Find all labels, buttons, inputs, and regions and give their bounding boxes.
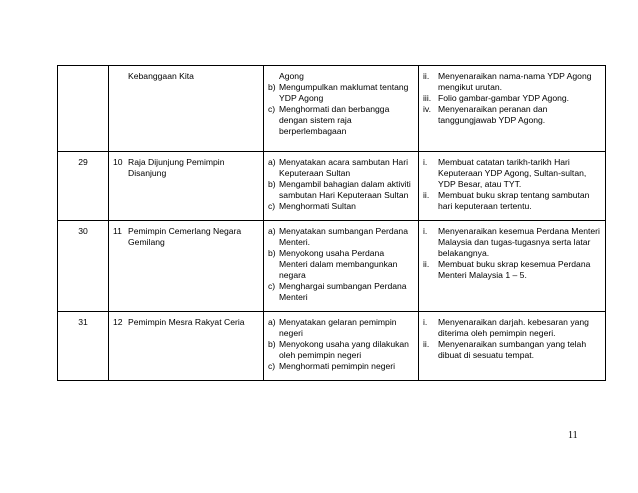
topic-marker: 11 <box>113 226 122 236</box>
activity-item <box>423 190 601 212</box>
week-number-cell <box>58 152 109 221</box>
objective-text: Mengumpulkan maklumat tentang YDP Agong <box>279 82 409 103</box>
activity-text: Membuat catatan tarikh-tarikh Hari Keputeraan YDP Agong, Sultan-sultan, YDP Besar, atau TYT. <box>438 157 587 189</box>
table-row <box>58 312 606 381</box>
objective-text: Agong <box>279 71 304 81</box>
objective-item <box>268 201 414 212</box>
objectives-cell <box>264 152 419 221</box>
topic-line <box>113 317 259 328</box>
objective-marker: b) <box>268 248 276 258</box>
activity-marker: iv. <box>423 104 431 114</box>
lesson-plan-body <box>58 66 606 381</box>
objective-marker: a) <box>268 157 276 167</box>
activity-text: Menyenaraikan peranan dan tanggungjawab YDP Agong. <box>438 104 548 125</box>
week-number-cell <box>58 66 109 152</box>
objective-item <box>268 361 414 372</box>
activity-item <box>423 104 601 126</box>
objective-text: Menyokong usaha yang dilakukan oleh pemimpin negeri <box>279 339 409 360</box>
week-number-cell <box>58 221 109 312</box>
objective-marker: a) <box>268 226 276 236</box>
topic-cell <box>109 66 264 152</box>
activity-item <box>423 157 601 190</box>
objective-item <box>268 248 414 281</box>
week-number: 30 <box>78 226 88 236</box>
activity-marker: ii. <box>423 71 430 81</box>
objective-item <box>268 226 414 248</box>
topic-title: Kebanggaan Kita <box>128 71 194 81</box>
topic-cell <box>109 221 264 312</box>
activity-item <box>423 71 601 93</box>
topic-line <box>113 157 259 179</box>
objective-item <box>268 317 414 339</box>
topic-line <box>113 226 259 248</box>
table-row <box>58 66 606 152</box>
objective-text: Menghormati dan berbangga dengan sistem raja berperlembagaan <box>279 104 390 136</box>
objective-item <box>268 104 414 137</box>
topic-marker: 12 <box>113 317 123 327</box>
week-number: 31 <box>78 317 88 327</box>
activity-item <box>423 339 601 361</box>
activity-item <box>423 259 601 281</box>
objective-text: Menyatakan sumbangan Perdana Menteri. <box>279 226 408 247</box>
objective-text: Menyatakan gelaran pemimpin negeri <box>279 317 397 338</box>
activity-marker: iii. <box>423 93 432 103</box>
activity-text: Menyenaraikan kesemua Perdana Menteri Malaysia dan tugas-tugasnya serta latar belakangnya. <box>438 226 600 258</box>
topic-marker: 10 <box>113 157 123 167</box>
topic-title: Raja Dijunjung Pemimpin Disanjung <box>128 157 225 178</box>
activity-marker: i. <box>423 157 428 167</box>
activity-item <box>423 93 601 104</box>
objective-text: Menghargai sumbangan Perdana Menteri <box>279 281 407 302</box>
objective-item <box>268 281 414 303</box>
objective-text: Menyokong usaha Perdana Menteri dalam membangunkan negara <box>279 248 398 280</box>
activity-text: Menyenaraikan darjah. kebesaran yang diterima oleh pemimpin negeri. <box>438 317 589 338</box>
objective-marker: c) <box>268 104 276 114</box>
activity-marker: i. <box>423 226 428 236</box>
activities-cell <box>419 152 606 221</box>
objectives-cell <box>264 221 419 312</box>
activity-text: Membuat buku skrap kesemua Perdana Menteri Malaysia 1 – 5. <box>438 259 591 280</box>
activity-item <box>423 317 601 339</box>
activity-item <box>423 226 601 259</box>
objective-item <box>268 339 414 361</box>
topic-line <box>113 71 259 82</box>
activity-marker: ii. <box>423 339 430 349</box>
activity-marker: ii. <box>423 190 430 200</box>
week-number: 29 <box>78 157 88 167</box>
activity-text: Membuat buku skrap tentang sambutan hari keputeraan tertentu. <box>438 190 590 211</box>
objectives-cell <box>264 312 419 381</box>
objectives-cell <box>264 66 419 152</box>
objective-marker <box>268 71 279 82</box>
activity-text: Menyenaraikan sumbangan yang telah dibuat di sesuatu tempat. <box>438 339 587 360</box>
week-number-cell <box>58 312 109 381</box>
activities-cell <box>419 312 606 381</box>
page-number: 11 <box>568 430 578 441</box>
objective-item <box>268 179 414 201</box>
objective-marker: b) <box>268 82 276 92</box>
objective-text: Menyatakan acara sambutan Hari Keputeraan Sultan <box>279 157 408 178</box>
objective-item <box>268 71 414 82</box>
objective-marker: c) <box>268 201 276 211</box>
objective-item <box>268 157 414 179</box>
topic-cell <box>109 312 264 381</box>
topic-marker <box>113 71 128 82</box>
activities-cell <box>419 221 606 312</box>
activities-cell <box>419 66 606 152</box>
objective-text: Menghormati pemimpin negeri <box>279 361 396 371</box>
objective-marker: c) <box>268 281 276 291</box>
activity-marker: i. <box>423 317 428 327</box>
objective-marker: a) <box>268 317 276 327</box>
objective-marker: b) <box>268 179 276 189</box>
topic-cell <box>109 152 264 221</box>
table-row <box>58 221 606 312</box>
objective-text: Menghormati Sultan <box>279 201 356 211</box>
lesson-plan-table <box>57 65 606 381</box>
topic-title: Pemimpin Mesra Rakyat Ceria <box>128 317 245 327</box>
objective-item <box>268 82 414 104</box>
activity-marker: ii. <box>423 259 430 269</box>
objective-text: Mengambil bahagian dalam aktiviti sambutan Hari Keputeraan Sultan <box>279 179 411 200</box>
activity-text: Folio gambar-gambar YDP Agong. <box>438 93 570 103</box>
topic-title: Pemimpin Cemerlang Negara Gemilang <box>128 226 242 247</box>
objective-marker: b) <box>268 339 276 349</box>
table-row <box>58 152 606 221</box>
objective-marker: c) <box>268 361 276 371</box>
activity-text: Menyenaraikan nama-nama YDP Agong mengikut urutan. <box>438 71 592 92</box>
